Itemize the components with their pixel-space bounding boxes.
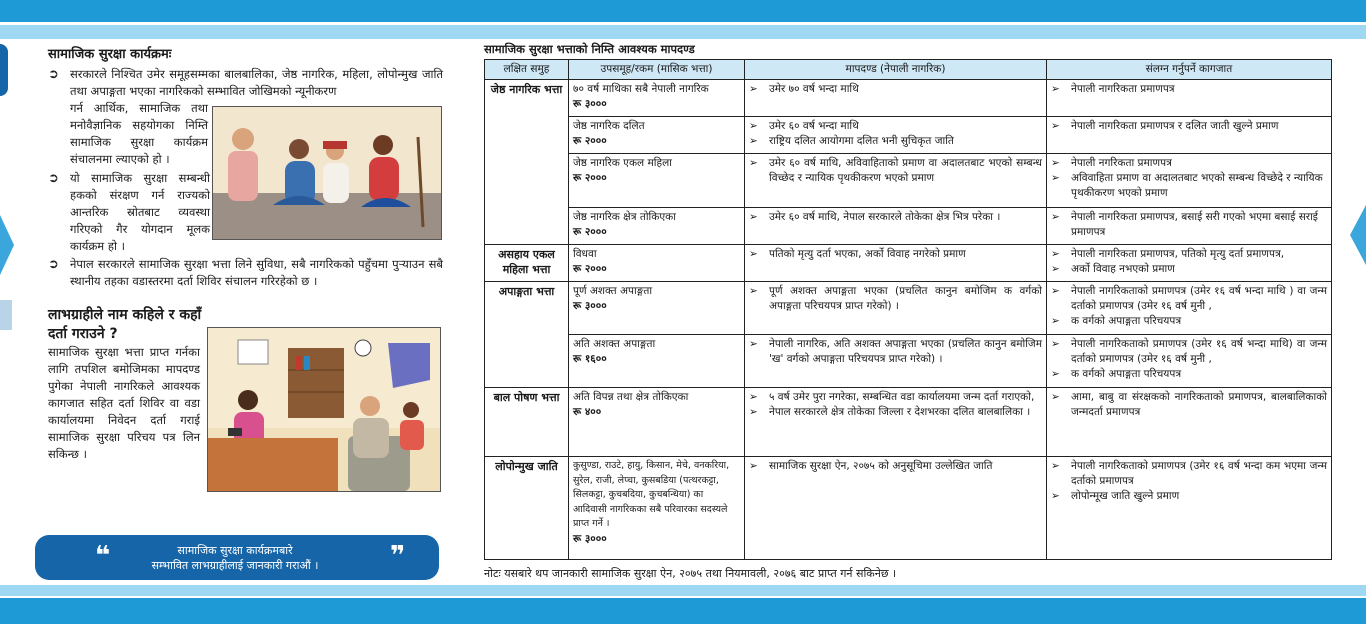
right-edge-wedge (1350, 205, 1366, 265)
subgroup-cell: कुसुण्डा, राउटे, हायु, किसान, मेचे, वनकरिया, सुरेल, राजी, लेप्चा, कुसबडिया (पत्थरकट्टा, सिलकट्टा, कुचबदिया, कुचबन्धिया) का आदिवासी नागरिकका सबै परिवारका सदस्यले प्राप्त गर्ने । रू ३००० (569, 457, 745, 560)
amount: रू १६०० (573, 353, 607, 365)
bottom-band-light (0, 585, 1366, 596)
arrow-bullet-icon: ➢ (749, 460, 758, 472)
table-row (485, 117, 1332, 154)
category-disability: अपाङ्गता भत्ता (485, 282, 569, 388)
documents-cell: ➢ नेपाली नागरिकता प्रमाणपत्र, पतिको मृत्यु दर्ता प्रमाणपत्र, ➢ अर्को विवाह नभएको प्रमाण (1047, 245, 1332, 282)
arrow-bullet-icon: ➢ (749, 391, 758, 403)
documents-cell: ➢ नेपाली नागरिकता प्रमाणपत्र र दलित जाती खुल्ने प्रमाण (1047, 117, 1332, 154)
arrow-bullet-icon: ➢ (1051, 490, 1060, 502)
amount: रू २००० (573, 226, 607, 238)
arrow-bullet-icon: ➢ (1051, 172, 1060, 184)
arrow-bullet-icon: ➢ (1051, 285, 1060, 297)
documents-cell: ➢ नेपाली नागरिकताको प्रमाणपत्र (उमेर १६ वर्ष भन्दा माथि ) वा जन्म दर्ताको प्रमाणपत्र (उमेर १६ वर्ष मुनी , ➢ क वर्गको अपाङ्गता परिचयपत्र (1047, 282, 1332, 335)
arrow-bullet-icon: ➢ (1051, 211, 1060, 223)
bullet-2-text: यो सामाजिक सुरक्षा सम्बन्धी हकको संरक्षण गर्न राज्यको आन्तरिक स्रोतबाट व्यवस्था गरिएको गैर योगदान मूलक कार्यक्रम हो । (70, 171, 210, 253)
category-child-nutrition: बाल पोषण भत्ता (485, 388, 569, 457)
bullet-arrow-icon: ➲ (48, 171, 59, 186)
left-edge-wedge (0, 215, 14, 275)
program-heading: सामाजिक सुरक्षा कार्यक्रमः (48, 47, 172, 62)
left-edge-block (0, 300, 12, 330)
table-row (485, 335, 1332, 388)
table-row (485, 208, 1332, 245)
category-single-women: असहाय एकल महिला भत्ता (485, 245, 569, 282)
arrow-bullet-icon: ➢ (1051, 83, 1060, 95)
office-illustration (207, 327, 441, 492)
category-endangered: लोपोन्मुख जाति (485, 457, 569, 560)
quote-line-2: सम्भावित लाभग्राहीलाई जानकारी गराऔं । (151, 559, 319, 572)
documents-cell: ➢ नेपाली नगरिकता प्रमाणपत्र ➢ अविवाहिता प्रमाण वा अदालतबाट भएको सम्बन्ध विच्छेदे र न्यायिक पृथकीकरण भएको प्रमाण (1047, 154, 1332, 208)
bullet-arrow-icon: ➲ (48, 257, 59, 272)
subgroup-cell: ७० वर्ष माथिका सबै नेपाली नागरिक रू ३००० (569, 80, 745, 117)
arrow-bullet-icon: ➢ (1051, 157, 1060, 169)
arrow-bullet-icon: ➢ (749, 83, 758, 95)
table-row (485, 154, 1332, 208)
bottom-band-dark (0, 598, 1366, 624)
quote-open-icon: ❝ (95, 541, 111, 571)
arrow-bullet-icon: ➢ (749, 406, 758, 418)
col-header-subgroup: उपसमूह/रकम (मासिक भत्ता) (569, 60, 745, 80)
documents-cell: ➢ नेपाली नागरिकता प्रमाणपत्र (1047, 80, 1332, 117)
category-senior: जेष्ठ नागरिक भत्ता (485, 80, 569, 245)
arrow-bullet-icon: ➢ (1051, 248, 1060, 260)
arrow-bullet-icon: ➢ (1051, 391, 1060, 403)
table-note: नोटः यसबारे थप जानकारी सामाजिक सुरक्षा ऐन, २०७५ तथा नियमावली, २०७६ बाट प्राप्त गर्न सकिनेछ । (484, 567, 897, 580)
quote-text (105, 543, 365, 573)
table-row (485, 388, 1332, 457)
arrow-bullet-icon: ➢ (749, 120, 758, 132)
subgroup-cell: अति विपन्न तथा क्षेत्र तोकिएका रू ४०० (569, 388, 745, 457)
registration-heading: लाभग्राहीले नाम कहिले र कहाँ दर्ता गराउने ? (48, 307, 202, 342)
top-band-dark (0, 0, 1366, 22)
subgroup-cell: अति अशक्त अपाङ्गता रू १६०० (569, 335, 745, 388)
amount: रू २००० (573, 263, 607, 275)
subgroup-cell: विधवा रू २००० (569, 245, 745, 282)
criteria-cell: ➢ नेपाली नागरिक, अति अशक्त अपाङ्गता भएका (प्रचलित कानुन बमोजिम 'ख' वर्गको अपाङ्गता परिचयपत्र प्राप्त गरेको) । (745, 335, 1047, 388)
documents-cell: ➢ नेपाली नागरिकता प्रमाणपत्र, बसाई सरी गएको भएमा बसाई सराई प्रमाणपत्र (1047, 208, 1332, 245)
table-row (485, 245, 1332, 282)
documents-cell: ➢ नेपाली नागरिकताको प्रमाणपत्र (उमेर १६ वर्ष भन्दा माथि) वा जन्म दर्ताको प्रमाणपत्र (उमेर १६ वर्ष मुनी , ➢ क वर्गको अपाङ्गता परिचयपत्र (1047, 335, 1332, 388)
criteria-cell: ➢ पतिको मृत्यु दर्ता भएका, अर्को विवाह नगरेको प्रमाण (745, 245, 1047, 282)
amount: रू २००० (573, 172, 607, 184)
bullet-2 (48, 170, 210, 255)
col-header-documents: संलग्न गर्नुपर्ने कागजात (1047, 60, 1332, 80)
bullet-1-cont (48, 100, 208, 168)
table-title: सामाजिक सुरक्षा भत्ताको निम्ति आवश्यक मापदण्ड (484, 42, 695, 56)
criteria-cell: ➢ ५ वर्ष उमेर पुरा नगरेका, सम्बन्धित वडा कार्यालयमा जन्म दर्ता गराएको, ➢ नेपाल सरकारले क्षेत्र तोकेका जिल्ला र देशभरका दलित बालबालिका । (745, 388, 1047, 457)
bullet-3-text: नेपाल सरकारले सामाजिक सुरक्षा भत्ता लिने सुविधा, सबै नागरिकको पहुँचमा पुऱ्याउन सबै स्थानीय तहका वडास्तरमा दर्ता शिविर संचालन गरिरहेको छ । (70, 257, 443, 288)
left-edge-tab (0, 44, 8, 96)
arrow-bullet-icon: ➢ (1051, 120, 1060, 132)
quote-line-1: सामाजिक सुरक्षा कार्यक्रमबारे (177, 544, 293, 557)
arrow-bullet-icon: ➢ (1051, 338, 1060, 350)
registration-paragraph: सामाजिक सुरक्षा भत्ता प्राप्त गर्नका लागि तपशिल बमोजिमका मापदण्ड पुगेका नेपाली नागरिकले आवश्यक कागजात सहित दर्ता शिविर वा वडा कार्यालयमा निवेदन दर्ता गराई सामाजिक सुरक्षा परिचय पत्र लिन सकिन्छ । (48, 345, 200, 461)
table-row (485, 457, 1332, 560)
col-header-target: लक्षित समुह (485, 60, 569, 80)
amount: रू ३००० (573, 532, 607, 545)
bullet-3 (48, 256, 443, 290)
arrow-bullet-icon: ➢ (749, 285, 758, 297)
bullet-1-text-a: सरकारले निश्चित उमेर समूहसम्मका बालबालिका, जेष्ठ नागरिक, महिला, लोपोन्मुख जाति तथा अपाङ्गता भएका नागरिकको सम्भावित जोखिमको न्यूनीकरण (70, 67, 443, 98)
arrow-bullet-icon: ➢ (749, 157, 758, 169)
arrow-bullet-icon: ➢ (749, 211, 758, 223)
family-illustration (212, 106, 442, 240)
quote-close-icon: ❞ (390, 541, 406, 571)
documents-cell: ➢ नेपाली नागरिकताको प्रमाणपत्र (उमेर १६ वर्ष भन्दा कम भएमा जन्म दर्ताको प्रमाणपत्र ➢ लोपोन्मूख जाति खुल्ने प्रमाण (1047, 457, 1332, 560)
arrow-bullet-icon: ➢ (749, 135, 758, 147)
col-header-criteria: मापदण्ड (नेपाली नागरिक) (745, 60, 1047, 80)
table-row (485, 282, 1332, 335)
criteria-cell: ➢ उमेर ६० वर्ष भन्दा माथि ➢ राष्ट्रिय दलित आयोगमा दलित भनी सुचिकृत जाति (745, 117, 1047, 154)
bullet-1 (48, 66, 443, 100)
documents-cell: ➢ आमा, बाबु वा संरक्षकको नागरिकताको प्रमाणपत्र, बालबालिकाको जन्मदर्ता प्रमाणपत्र (1047, 388, 1332, 457)
amount: रू ३००० (573, 300, 607, 312)
criteria-cell: ➢ सामाजिक सुरक्षा ऐन, २०७५ को अनुसूचिमा उल्लेखित जाति (745, 457, 1047, 560)
subgroup-cell: जेष्ठ नागरिक क्षेत्र तोकिएका रू २००० (569, 208, 745, 245)
criteria-table (484, 59, 1332, 560)
bullet-arrow-icon: ➲ (48, 67, 59, 82)
criteria-cell: ➢ उमेर ६० वर्ष माथि, नेपाल सरकारले तोकेका क्षेत्र भित्र परेका । (745, 208, 1047, 245)
criteria-cell: ➢ पूर्ण अशक्त अपाङ्गता भएका (प्रचलित कानुन बमोजिम क वर्गको अपाङ्गता परिचयपत्र प्राप्त गरेको) । (745, 282, 1047, 335)
amount: रू ३००० (573, 98, 607, 110)
amount: रू २००० (573, 135, 607, 147)
arrow-bullet-icon: ➢ (749, 248, 758, 260)
subgroup-cell: पूर्ण अशक्त अपाङ्गता रू ३००० (569, 282, 745, 335)
arrow-bullet-icon: ➢ (749, 338, 758, 350)
quote-box (35, 535, 439, 580)
criteria-cell: ➢ उमेर ७० वर्ष भन्दा माथि (745, 80, 1047, 117)
bullet-1-text-b: गर्न आर्थिक, सामाजिक तथा मनोवैज्ञानिक सहयोगका निम्ति सामाजिक सुरक्षा कार्यक्रम संचालनमा ल्याएको हो । (70, 101, 208, 166)
table-row (485, 80, 1332, 117)
top-band-light (0, 25, 1366, 39)
arrow-bullet-icon: ➢ (1051, 263, 1060, 275)
subgroup-cell: जेष्ठ नागरिक दलित रू २००० (569, 117, 745, 154)
arrow-bullet-icon: ➢ (1051, 460, 1060, 472)
amount: रू ४०० (573, 406, 602, 418)
subgroup-cell: जेष्ठ नागरिक एकल महिला रू २००० (569, 154, 745, 208)
arrow-bullet-icon: ➢ (1051, 315, 1060, 327)
arrow-bullet-icon: ➢ (1051, 368, 1060, 380)
table-header-row (485, 60, 1332, 80)
criteria-cell: ➢ उमेर ६० वर्ष माथि, अविवाहिताको प्रमाण वा अदालतबाट भएको सम्बन्ध विच्छेद र न्यायिक पृथकीकरण भएको प्रमाण (745, 154, 1047, 208)
